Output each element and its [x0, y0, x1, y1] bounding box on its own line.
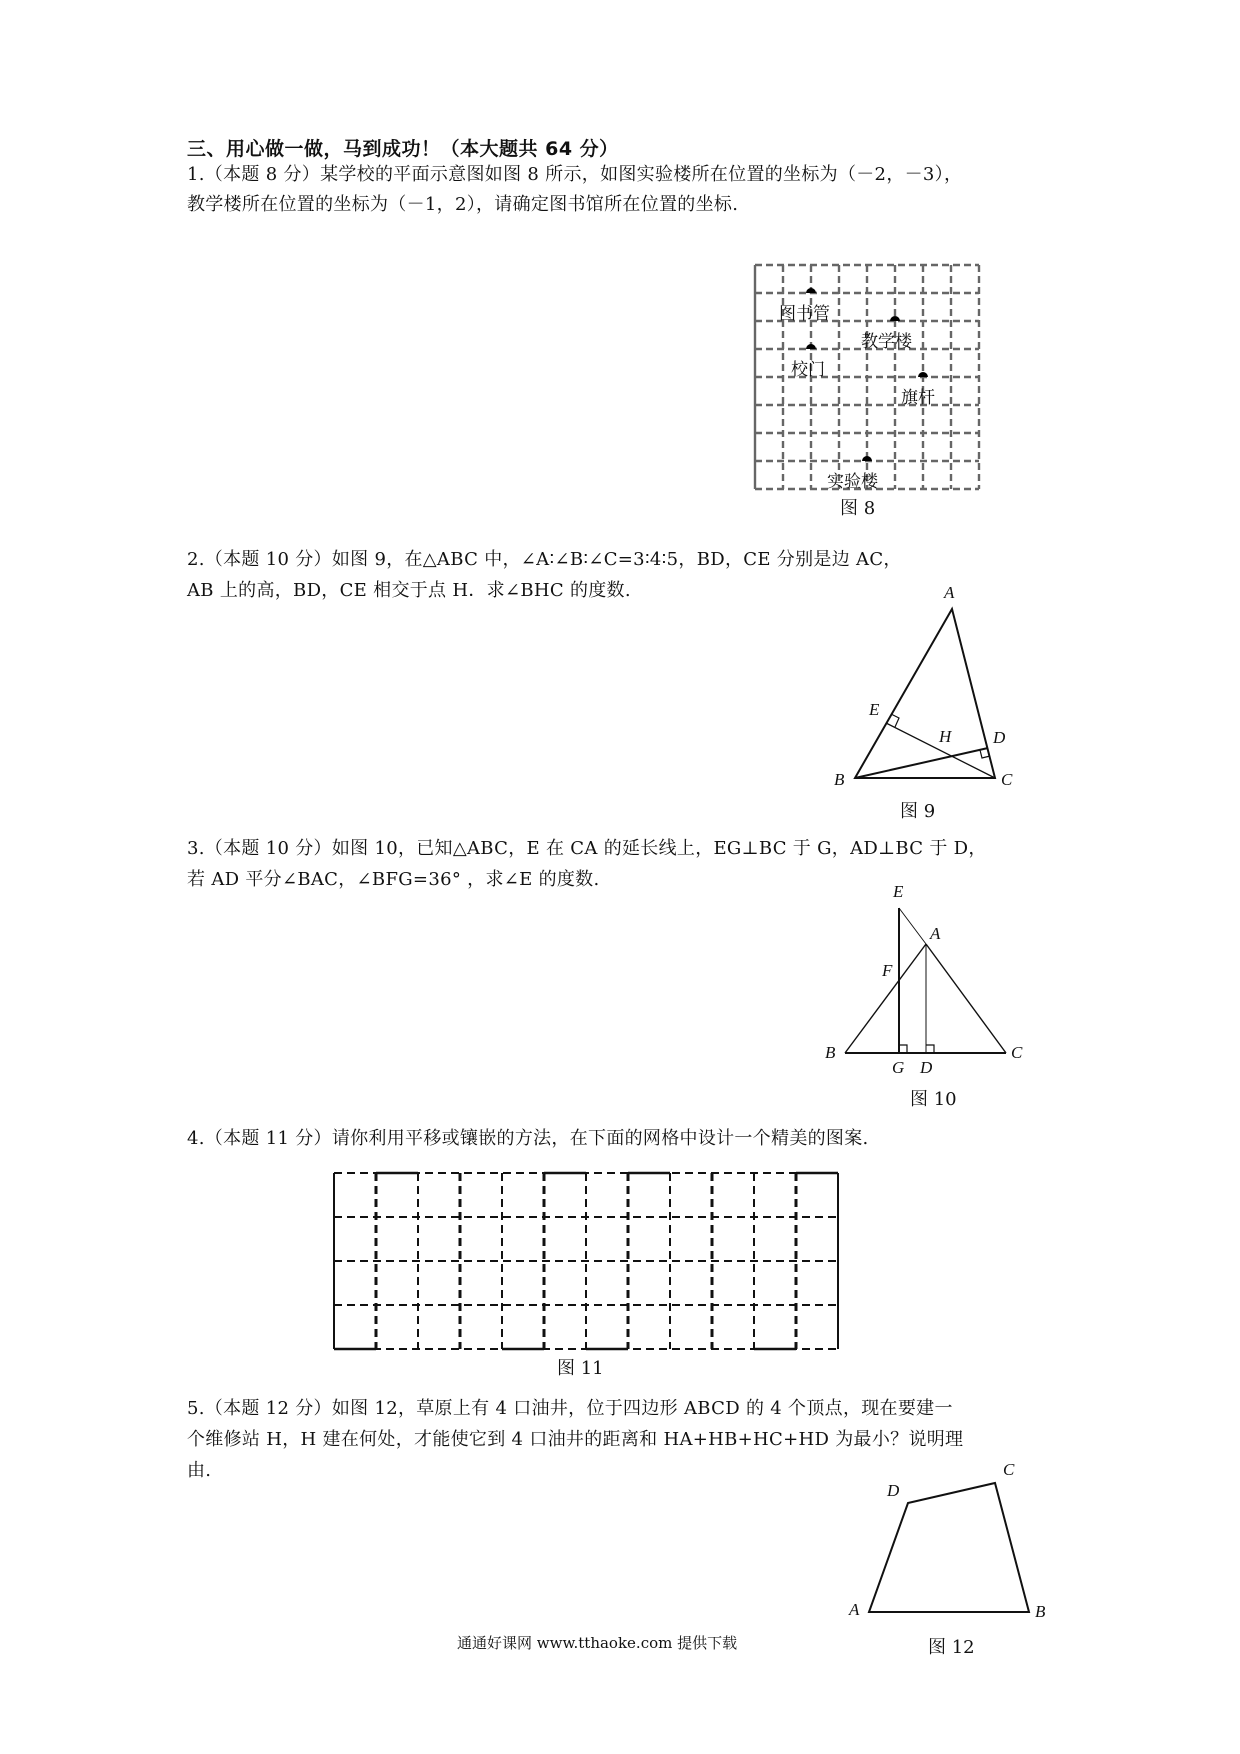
question-2-line-1: 2.（本题 10 分）如图 9，在△ABC 中，∠A∶∠B∶∠C=3∶4∶5，BD，CE 分别是边 AC， [187, 549, 902, 570]
fig9-label-h: H [939, 727, 952, 746]
fig10-label-c: C [1011, 1043, 1023, 1062]
fig9-label-e: E [869, 700, 880, 719]
question-4-line-1: 4.（本题 11 分）请你利用平移或镶嵌的方法，在下面的网格中设计一个精美的图案. [187, 1128, 869, 1149]
fig10-label-b: B [825, 1043, 836, 1062]
place-label-lab-building: 实验楼 [827, 472, 878, 492]
fig9-label-a: A [944, 583, 955, 602]
fig9-label-d: D [993, 728, 1006, 747]
figure-10-caption: 图 10 [910, 1089, 957, 1110]
footer-watermark: 通通好课网 www.tthaoke.com 提供下载 [457, 1634, 738, 1652]
question-3-line-2: 若 AD 平分∠BAC，∠BFG=36° ，求∠E 的度数. [187, 869, 600, 890]
fig10-label-a: A [930, 924, 941, 943]
fig10-label-g: G [892, 1058, 905, 1077]
quadrilateral-abcd [869, 1483, 1029, 1612]
fig9-label-c: C [1001, 770, 1013, 789]
fig12-label-d: D [887, 1481, 900, 1500]
figure-12-caption: 图 12 [928, 1637, 975, 1658]
fig12-label-a: A [849, 1600, 860, 1619]
fig10-label-e: E [893, 882, 904, 901]
question-5-line-1: 5.（本题 12 分）如图 12，草原上有 4 口油井，位于四边形 ABCD 的 4 个顶点，现在要建一 [187, 1398, 953, 1419]
fig9-label-b: B [834, 770, 845, 789]
question-5-line-3: 由. [187, 1460, 212, 1481]
question-1-line-1: 1.（本题 8 分）某学校的平面示意图如图 8 所示，如图实验楼所在位置的坐标为（－2，－3）， [187, 164, 963, 185]
section-title: 三、用心做一做，马到成功！（本大题共 64 分） [187, 138, 619, 160]
place-label-library: 图书管 [779, 304, 830, 324]
figure-8-caption: 图 8 [840, 498, 876, 519]
question-3-line-1: 3.（本题 10 分）如图 10，已知△ABC，E 在 CA 的延长线上，EG⊥BC 于 G，AD⊥BC 于 D， [187, 838, 987, 859]
place-label-teaching-building: 教学楼 [861, 332, 912, 352]
figure-11-caption: 图 11 [557, 1358, 604, 1379]
place-label-flagpole: 旗杆 [901, 388, 935, 408]
fig12-label-c: C [1003, 1460, 1015, 1479]
fig10-label-f: F [882, 961, 893, 980]
place-label-school-gate: 校门 [791, 360, 825, 380]
question-2-line-2: AB 上的高，BD，CE 相交于点 H．求∠BHC 的度数. [187, 580, 631, 601]
question-1-line-2: 教学楼所在位置的坐标为（－1，2），请确定图书馆所在位置的坐标. [187, 194, 739, 215]
fig12-label-b: B [1035, 1602, 1046, 1621]
question-5-line-2: 个维修站 H，H 建在何处，才能使它到 4 口油井的距离和 HA+HB+HC+HD 为最小？说明理 [187, 1429, 964, 1450]
figure-9-caption: 图 9 [900, 801, 936, 822]
fig10-label-d: D [920, 1058, 933, 1077]
